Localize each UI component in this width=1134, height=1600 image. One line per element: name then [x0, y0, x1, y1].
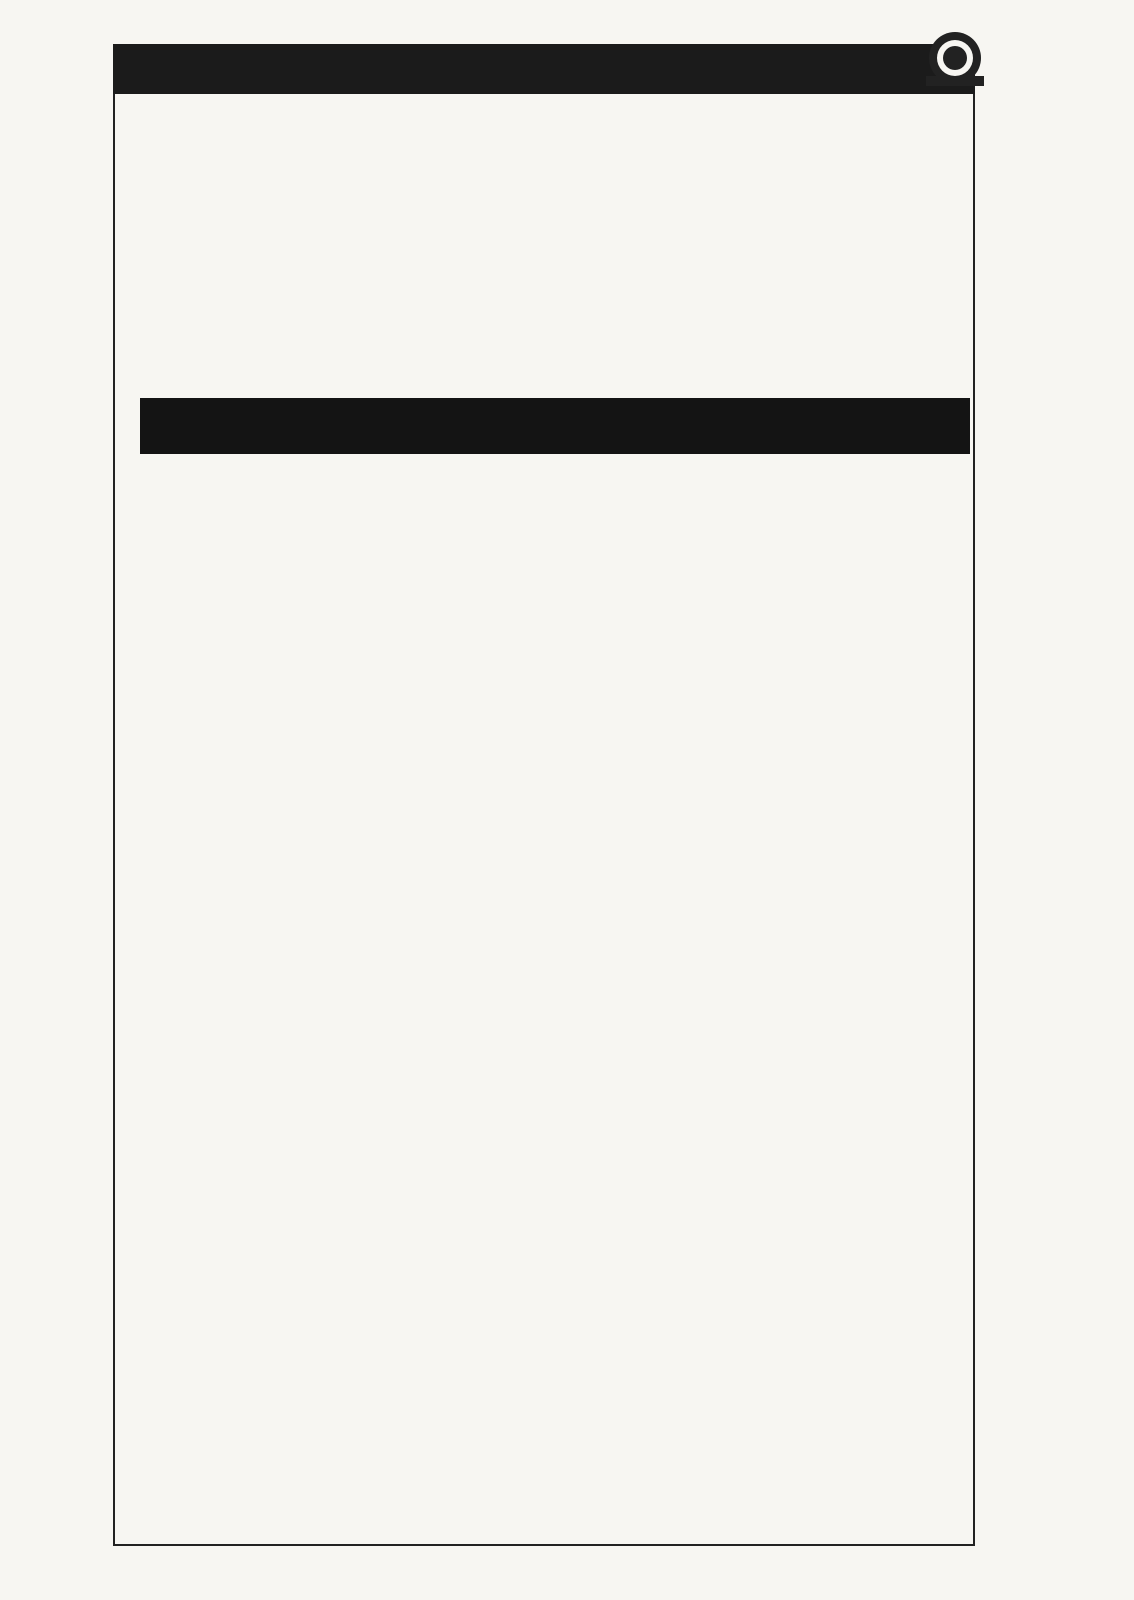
page-header	[113, 44, 975, 94]
page-frame	[113, 44, 975, 1546]
publisher-logo	[920, 20, 990, 90]
exam-banner	[140, 398, 970, 454]
